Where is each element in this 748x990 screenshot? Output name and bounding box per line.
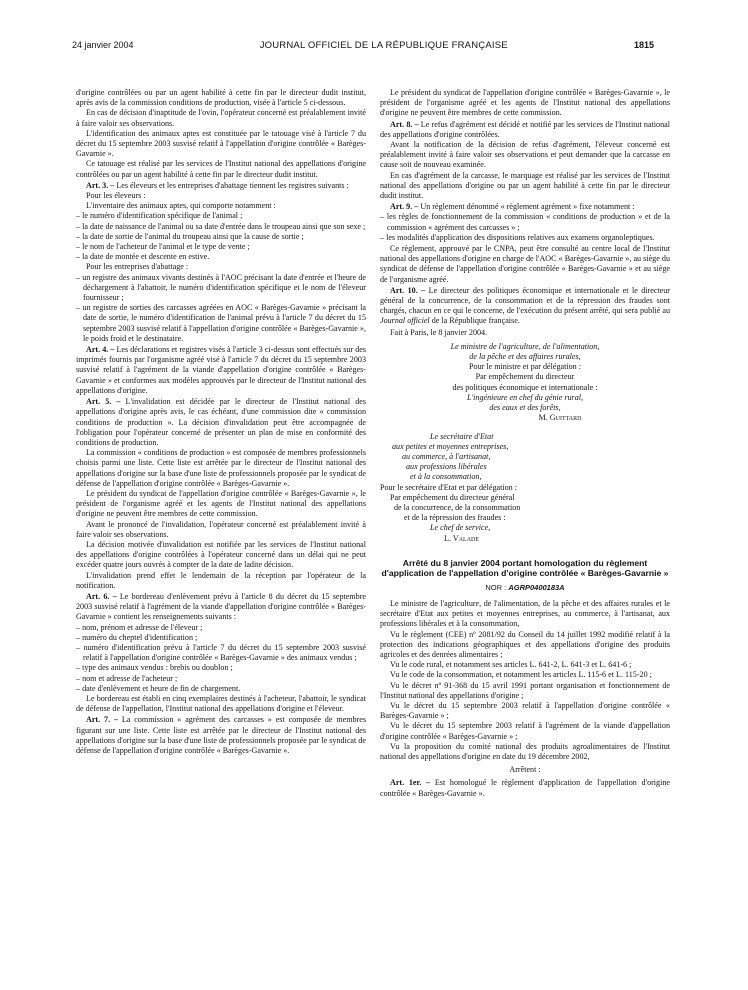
list-item: – date d'enlèvement et heure de fin de chargement. (76, 684, 366, 694)
signature-line: et de la répression des fraudes : (404, 513, 506, 523)
list-reglement (380, 212, 670, 243)
article-label: Art. 4. – (86, 345, 115, 355)
journal-officiel-ref: Journal officiel (380, 316, 430, 326)
signature-line: de la pêche et des affaires rurales, (469, 352, 581, 362)
article-10 (380, 286, 670, 327)
visa: Vu le règlement (CEE) nº 2081/92 du Conseil du 14 juillet 1992 modifié relatif à la protection des indications géographiques et des appellations d'origine des produits agricoles et des denrées alimentaires ; (380, 629, 670, 659)
signature-line: Le chef de service, (430, 523, 491, 533)
signature-line: Par empêchement du directeur (475, 372, 575, 382)
paragraph: Le président du syndicat de l'appellation d'origine contrôlée « Barèges-Gavarnie », le président de l'organisme agréé et les agents de l'Institut national des appellations d'origine ne peuvent être membres de cette commission. (76, 488, 366, 519)
paragraph: En cas d'agrément de la carcasse, le marquage est réalisé par les services de l'Institut national des appellations d'origine ou par un agent habilité à cette fin par le directeur dudit institut. (380, 170, 670, 201)
visa: Vu le décret du 15 septembre 2003 relatif à l'agrément de la viande d'appellation d'origine contrôlée « Barèges-Gavarnie » ; (380, 721, 670, 741)
list-item: – la date de montée et descente en estive. (76, 252, 366, 262)
list-item: – les modalités d'application des dispositions relatives aux examens organoleptiques. (380, 233, 670, 243)
signature-line: de la concurrence, de la consommation (394, 502, 521, 512)
visa: Vu la proposition du comité national des produits agroalimentaires de l'Institut national des appellations d'origine en date du 19 décembre 2002, (380, 741, 670, 761)
list-item: – le numéro d'identification spécifique de l'animal ; (76, 211, 366, 221)
page-header (72, 40, 654, 51)
signature-line: Le secrétaire d'Etat (430, 431, 494, 441)
article-9 (380, 202, 670, 212)
visa: Vu le décret du 15 septembre 2003 relatif à l'appellation d'origine contrôlée « Barèges-Gavarnie » ; (380, 700, 670, 721)
article-label: Art. 8. – (390, 119, 419, 129)
article-6 (76, 592, 366, 623)
list-abattage (76, 273, 366, 344)
signature-line: aux professions libérales (406, 462, 487, 472)
paragraph: Avant le prononcé de l'invalidation, l'opérateur concerné est préalablement invité à faire valoir ses observations. (76, 519, 366, 539)
list-item: – les règles de fonctionnement de la commission « conditions de production » et de la commission « agrément des carcasses » ; (380, 212, 670, 232)
nor-code: AGRP0400183A (508, 582, 565, 592)
paragraph: Le ministre de l'agriculture, de l'alimentation, de la pêche et des affaires rurales et le secrétaire d'Etat aux petites et moyennes entreprises, au commerce, à l'artisanat, aux professions libérales et à la consommation, (380, 598, 670, 629)
article-5 (76, 397, 366, 448)
signature-line: Pour le ministre et par délégation : (469, 362, 581, 372)
nor-label: NOR : (485, 582, 509, 592)
article-label: Art. 6. – (86, 591, 117, 601)
paragraph: Pour les entreprises d'abattage : (86, 262, 189, 272)
list-item: – la date de naissance de l'animal ou sa date d'entrée dans le troupeau ainsi que son sexe ; (76, 222, 366, 232)
signature-line: et à la consommation, (410, 472, 482, 482)
arrete-title: Arrêté du 8 janvier 2004 portant homologation du règlement d'application de l'appellation d'origine contrôlée « Barèges-Gavarnie » (381, 557, 669, 579)
paragraph: L'invalidation prend effet le lendemain de la réception par l'opérateur de la notification. (76, 570, 366, 590)
article-text: Un règlement dénommé « règlement agrément » fixe notamment : (418, 202, 635, 212)
arretent: Arrêtent : (509, 765, 541, 775)
paragraph: Le président du syndicat de l'appellation d'origine contrôlée « Barèges-Gavarnie », le président de l'organisme agréé et les agents de l'Institut national des appellations d'origine ne peuvent être membres de cette commission. (380, 88, 670, 118)
signature-line: L'ingénieure en chef du génie rural, (466, 392, 584, 402)
signature-line: Pour le secrétaire d'Etat et par délégation : (380, 482, 517, 492)
fait-a-paris: Fait à Paris, le 8 janvier 2004. (390, 327, 488, 337)
article-1 (380, 778, 670, 798)
article-text: Les déclarations et registres visés à l'article 3 ci-dessus sont effectués sur des imprimés fournis par l'organisme agréé visé à l'article 7 du décret du 15 septembre 2003 susvisé relatif à l'agrément de la viande d'appellation d'origine contrôlée « Barèges-Gavarnie » et conformes aux modèles approuvés par le directeur de l'Institut national des appellations d'origine. (76, 345, 366, 395)
signature-line: des eaux et des forêts, (489, 403, 561, 413)
visa: Vu le décret nº 91-368 du 15 avril 1991 portant organisation et fonctionnement de l'Institut national des appellations d'origine ; (380, 680, 670, 700)
list-item: – la date de sortie de l'animal du troupeau ainsi que la cause de sortie ; (76, 232, 366, 242)
article-text: Le refus d'agrément est décidé et notifié par les services de l'Institut national des appellations d'origine contrôlées. (380, 119, 670, 139)
article-7 (76, 715, 366, 756)
signature-ministre (380, 342, 670, 424)
left-column (76, 88, 366, 756)
paragraph: Pour les éleveurs : (86, 191, 146, 201)
article-text: La commission « agrément des carcasses » est composée de membres figurant sur une liste. Cette liste est arrêtée par le directeur de l'Institut national des appellations d'origine sur la base d'une liste de professionnels proposée par le syndicat de défense de l'appellation d'origine contrôlée « Barèges-Gavarnie ». (76, 715, 366, 755)
article-label: Art. 7. – (86, 715, 119, 725)
article-label: Art. 10. – (390, 285, 426, 295)
article-text: Le bordereau d'enlèvement prévu à l'article 8 du décret du 15 septembre 2003 susvisé relatif à l'agrément de la viande d'appellation d'origine contrôlée « Barèges-Gavarnie » contient les renseignements suivants : (76, 591, 366, 622)
list-item: – nom et adresse de l'acheteur ; (76, 674, 366, 684)
paragraph: L'inventaire des animaux aptes, qui comporte notamment : (86, 201, 276, 211)
header-date: 24 janvier 2004 (72, 40, 134, 50)
article-8 (380, 120, 670, 140)
visa: Vu le code rural, et notamment ses articles L. 641-2, L. 641-3 et L. 641-6 ; (390, 660, 632, 670)
signature-line: au commerce, à l'artisanat, (402, 451, 491, 461)
signature-line: Le ministre de l'agriculture, de l'alimentation, (450, 341, 600, 351)
list-item: – numéro du cheptel d'identification ; (76, 633, 366, 643)
list-item: – numéro d'identification prévu à l'article 7 du décret du 15 septembre 2003 susvisé relatif à l'appellation d'origine contrôlée « Barèges-Gavarnie » des animaux vendus ; (76, 643, 366, 663)
article-text: Est homologué le règlement d'application de l'appellation d'origine contrôlée « Barèges-Gavarnie ». (380, 778, 670, 798)
journal-title: JOURNAL OFFICIEL DE LA RÉPUBLIQUE FRANÇAISE (259, 40, 508, 51)
list-bordereau (76, 623, 366, 694)
article-label: Art. 1er. – (390, 778, 431, 788)
paragraph: La décision motivée d'invalidation est notifiée par les services de l'Institut national des appellations d'origine contrôlées à l'opérateur concerné dans un délai qui ne peut excéder quatre jours ouvrés à compter de la date de ladite décision. (76, 539, 366, 570)
article-text: Les éleveurs et les entreprises d'abattage tiennent les registres suivants : (114, 180, 349, 190)
list-item: – un registre des animaux vivants destinés à l'AOC précisant la date d'entrée et l'heure de déchargement à l'abattoir, le numéro d'identification spécifique et le nom de l'éleveur fournisseur ; (76, 273, 366, 304)
paragraph: La commission « conditions de production » est composée de membres professionnels choisis parmi une liste. Cette liste est arrêtée par le directeur de l'Institut national des appellations d'origine sur la base d'une liste de professionnels proposée par le syndicat de défense de l'appellation d'origine contrôlée « Barèges-Gavarnie ». (76, 448, 366, 488)
signature-line: aux petites et moyennes entreprises, (392, 441, 509, 451)
list-item: – nom, prénom et adresse de l'éleveur ; (76, 623, 366, 633)
article-text: L'invalidation est décidée par le directeur de l'Institut national des appellations d'origine après avis, le cas échéant, d'une commission dite « commission conditions de production ». La décision d'invalidation peut être accompagnée de l'obligation pour l'opérateur concerné de présenter un plan de mise en conformité des conditions de production. (76, 397, 366, 447)
list-item: – un registre de sorties des carcasses agréées en AOC « Barèges-Gavarnie » précisant la date de sortie, le numéro d'identification de l'animal prévu à l'article 7 du décret du 15 septembre 2003 susvisé relatif à l'appellation d'origine contrôlée « Barèges-Gavarnie », le poids froid et le destinataire. (76, 303, 366, 344)
signature-line: des politiques économique et internationale : (452, 382, 598, 392)
paragraph: Ce règlement, approuvé par le CNPA, peut être consulté au centre local de l'Institut national des appellations d'origine en charge de l'AOC « Barèges-Gavarnie », au siège du syndicat de défense de l'appellation d'origine contrôlée « Barèges-Gavarnie » et au siège de l'organisme agréé. (380, 244, 670, 284)
article-text: Le directeur des politiques économique et internationale et le directeur général de la concurrence, de la consommation et de la répression des fraudes sont chargés, chacun en ce qui le concerne, de l'exécution du présent arrêté, qui sera publié au (380, 285, 671, 316)
article-label: Art. 5. – (86, 397, 121, 407)
signature-line: Par empêchement du directeur général (390, 492, 515, 502)
article-label: Art. 3. – (86, 180, 115, 190)
signatory-name: M. Guittard (538, 413, 582, 423)
list-item: – type des animaux vendus : brebis ou doublon ; (76, 663, 366, 673)
article-3 (76, 181, 366, 191)
article-text-end: de la République française. (429, 316, 520, 326)
article-4 (76, 345, 366, 396)
paragraph: L'identification des animaux aptes est constituée par le tatouage visé à l'article 7 du décret du 15 septembre 2003 susvisé relatif à l'appellation d'origine contrôlée « Barèges-Gavarnie ». (76, 128, 366, 159)
signature-secretaire (380, 432, 670, 544)
page-number: 1815 (633, 40, 654, 50)
paragraph: d'origine contrôlées ou par un agent habilité à cette fin par le directeur dudit institut, après avis de la commission conditions de production, visée à l'article 5 ci-dessous. (76, 88, 366, 108)
list-eleveurs (76, 211, 366, 262)
article-label: Art. 9. – (390, 202, 419, 212)
list-item: – le nom de l'acheteur de l'animal et le type de vente ; (76, 242, 366, 252)
paragraph: Ce tatouage est réalisé par les services de l'Institut national des appellations d'origine contrôlées ou par un agent habilité à cette fin par le directeur dudit institut. (76, 159, 366, 179)
paragraph: Le bordereau est établi en cinq exemplaires destinés à l'acheteur, l'abattoir, le syndicat de défense de l'appellation, l'Institut national des appellations d'origine et l'éleveur. (76, 693, 366, 714)
paragraph: En cas de décision d'inaptitude de l'ovin, l'opérateur concerné est préalablement invité à faire valoir ses observations. (76, 108, 366, 128)
visa: Vu le code de la consommation, et notamment les articles L. 115-6 et L. 115-20 ; (390, 670, 652, 680)
nor-reference (380, 583, 670, 593)
right-column (380, 88, 670, 799)
signatory-name: L. Valade (444, 533, 480, 543)
paragraph: Avant la notification de la décision de refus d'agrément, l'éleveur concerné est préalablement invité à faire valoir ses observations et peut demander que la carcasse en cause soit de nouveau examinée. (380, 140, 670, 170)
